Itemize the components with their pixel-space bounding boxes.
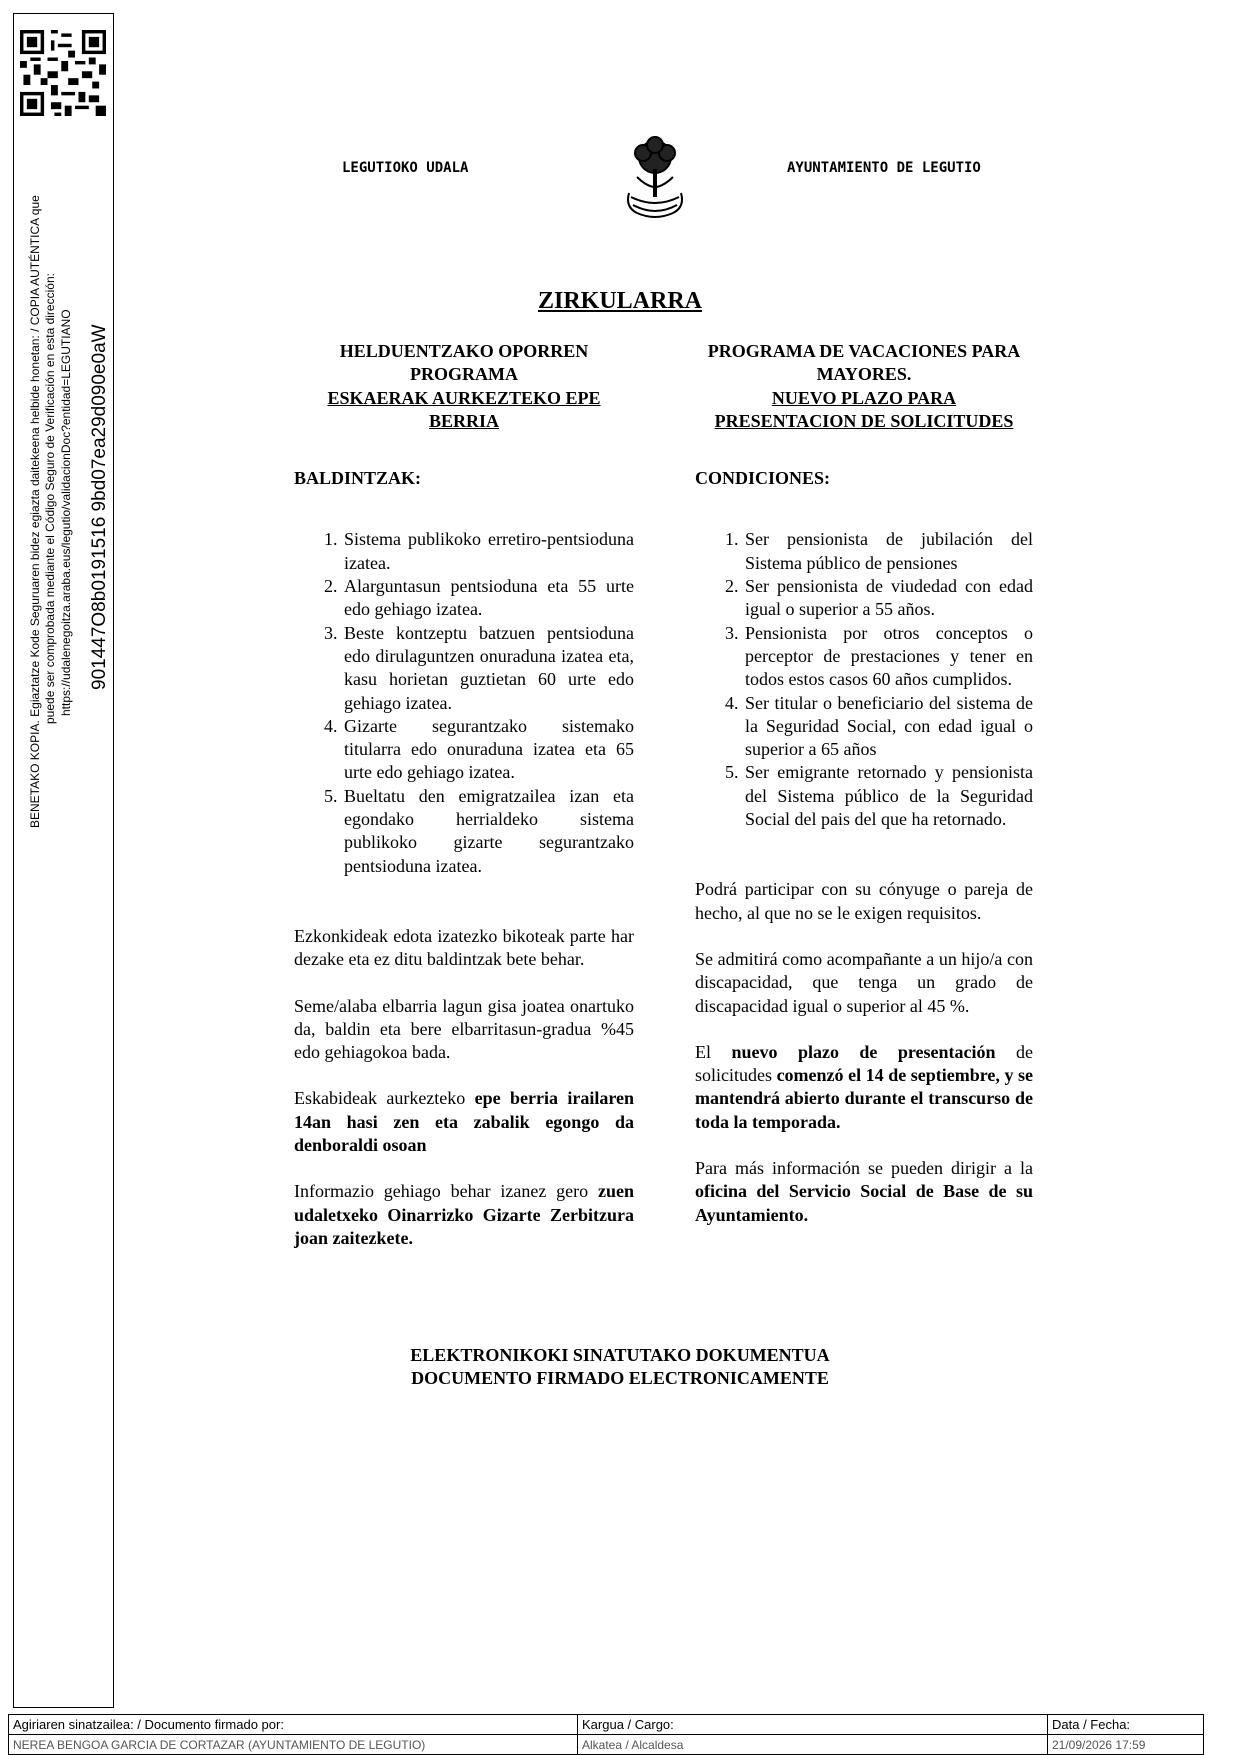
basque-paragraph-4: Informazio gehiago behar izanez gero zuen udaletxeko Oinarrizko Gizarte Zerbitzura joan zaitezkete. xyxy=(294,1181,634,1248)
basque-heading: HELDUENTZAKO OPORREN PROGRAMA ESKAERAK AURKEZTEKO EPE BERRIA xyxy=(327,341,601,431)
list-item: 3. Pensionista por otros conceptos o perceptor de prestaciones y tener en todos estos casos 60 años cumplidos. xyxy=(743,622,1033,692)
spanish-paragraph-3: El nuevo plazo de presentación de solicitudes comenzó el 14 de septiembre, y se mantendrá abierto durante el transcurso de toda la temporada. xyxy=(695,1041,1034,1132)
column-basque xyxy=(294,340,634,1250)
signer-value: NEREA BENGOA GARCIA DE CORTAZAR (AYUNTAMIENTO DE LEGUTIO) xyxy=(9,1735,578,1755)
list-item: 2. Ser pensionista de viudedad con edad igual o superior a 55 años. xyxy=(743,575,1033,622)
list-item: 2. Alarguntasun pentsioduna eta 55 urte edo gehiago izatea. xyxy=(342,575,634,622)
basque-paragraph-2: Seme/alaba elbarria lagun gisa joatea onartuko da, baldin eta bere elbarritasun-gradua %45 edo gehiagokoa bada. xyxy=(294,995,634,1063)
verification-text-2: puede ser comprobada mediante el Código Seguro de Verificación en esta dirección: xyxy=(43,273,57,724)
list-item: 5. Bueltatu den emigratzailea izan eta egondako herrialdeko sistema publikoko gizarte segurantzako pentsioduna izatea. xyxy=(342,785,634,878)
qr-code-icon[interactable] xyxy=(20,30,106,116)
signer-label: Agiriaren sinatzailea: / Documento firmado por: xyxy=(9,1715,578,1735)
spanish-paragraph-1: Podrá participar con su cónyuge o pareja de hecho, al que no se le exigen requisitos. xyxy=(695,879,1033,923)
spanish-paragraph-2: Se admitirá como acompañante a un hijo/a con discapacidad, que tenga un grado de discapacidad igual o superior al 45 %. xyxy=(695,948,1033,1016)
date-value: 21/09/2026 17:59 xyxy=(1048,1735,1204,1755)
electronic-signature-note: ELEKTRONIKOKI SINATUTAKO DOKUMENTUA DOCUMENTO FIRMADO ELECTRONICAMENTE xyxy=(410,1345,830,1388)
list-item: 1. Ser pensionista de jubilación del Sistema público de pensiones xyxy=(743,528,1033,575)
list-item: 5. Ser emigrante retornado y pensionista del Sistema público de la Seguridad Social del pais del que ha retornado. xyxy=(743,761,1033,831)
spanish-conditions-label: CONDICIONES: xyxy=(695,468,831,489)
header-left: LEGUTIOKO UDALA xyxy=(342,160,469,176)
signature-table xyxy=(8,1714,1204,1755)
spanish-heading: PROGRAMA DE VACACIONES PARA MAYORES. NUEVO PLAZO PARA PRESENTACION DE SOLICITUDES xyxy=(707,341,1021,431)
list-item: 4. Ser titular o beneficiario del sistema de la Seguridad Social, con edad igual o superior a 65 años xyxy=(743,692,1033,762)
spanish-conditions-list xyxy=(695,528,1033,831)
header-right: AYUNTAMIENTO DE LEGUTIO xyxy=(787,160,981,176)
role-value: Alkatea / Alcaldesa xyxy=(578,1735,1048,1755)
date-label: Data / Fecha: xyxy=(1048,1715,1204,1735)
role-label: Kargua / Cargo: xyxy=(578,1715,1048,1735)
list-item: 4. Gizarte segurantzako sistemako titularra edo onuraduna izatea eta 65 urte edo gehiago izatea. xyxy=(342,715,634,785)
verification-text-1: BENETAKO KOPIA. Egiaztatze Kode Seguruaren bidez egiazta daitekeena helbide honetan: / COPIA AUTÉNTICA que xyxy=(28,195,42,828)
list-item: 3. Beste kontzeptu batzuen pentsioduna edo dirulaguntzen onuraduna izatea eta, kasu horietan guztietan 60 urte edo gehiago izatea. xyxy=(342,622,634,715)
column-spanish xyxy=(695,340,1033,1227)
basque-conditions-label: BALDINTZAK: xyxy=(294,468,422,489)
basque-paragraph-1: Ezkonkideak edota izatezko bikoteak parte har dezake eta ez ditu baldintzak bete behar. xyxy=(294,925,634,970)
list-item: 1. Sistema publikoko erretiro-pentsioduna izatea. xyxy=(342,528,634,575)
basque-conditions-list xyxy=(294,528,634,877)
verification-code: 901447O8b0191516 9bd07ea29d090e0aW xyxy=(89,324,110,690)
tree-crest-icon xyxy=(617,135,693,221)
basque-paragraph-3: Eskabideak aurkezteko epe berria irailaren 14an hasi zen eta zabalik egongo da denboraldi osoan xyxy=(294,1088,635,1156)
document-title: ZIRKULARRA xyxy=(537,288,702,314)
spanish-paragraph-4: Para más información se pueden dirigir a la oficina del Servicio Social de Base de su Ayuntamiento. xyxy=(695,1158,1033,1225)
verification-url[interactable]: https://udalenegoitza.araba.eus/legutio/validacionDoc?entidad=LEGUTIANO xyxy=(59,309,73,716)
